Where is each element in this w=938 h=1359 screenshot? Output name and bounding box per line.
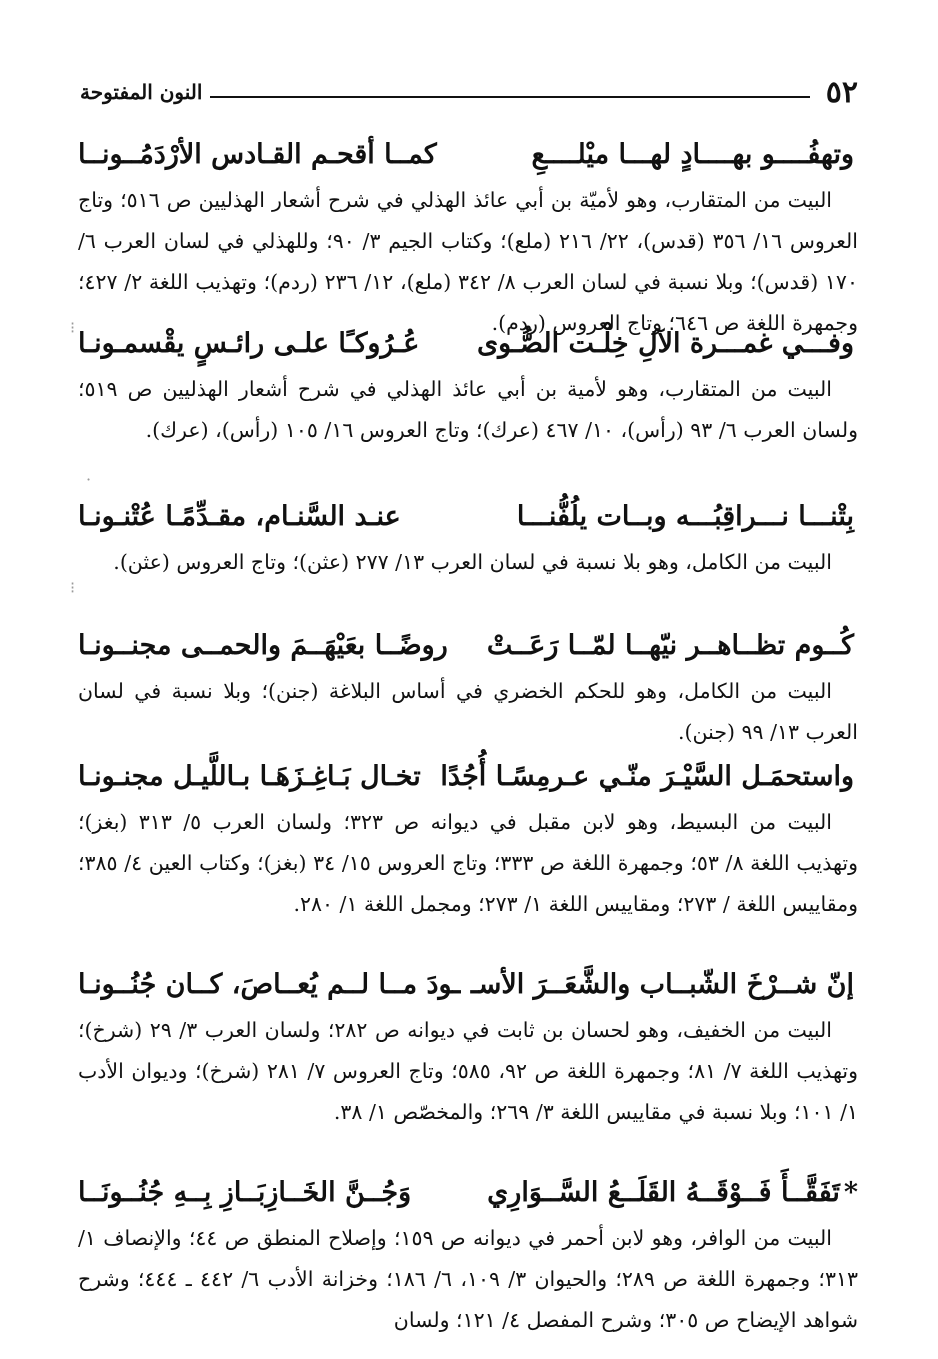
verse-line [78, 754, 858, 802]
verse-first-hemistich [440, 754, 858, 800]
verse-second-hemistich: كمــا أقحـم القـادس الأرْدَمُــونــا [78, 139, 437, 170]
verse-first-hemistich-text: إنّ شــرْخَ الشّبــاب والشَّعَــرَ الأسـ [470, 969, 854, 1000]
verse-first-hemistich-text: وتهفُــــو بهــــادٍ لهـــا ميْلــــعِ [531, 139, 854, 170]
verse-entry [78, 132, 858, 335]
running-title: النون المفتوحة [80, 80, 203, 104]
verse-entry [78, 962, 858, 1170]
margin-tick: ⁝ [70, 318, 76, 337]
verse-commentary [78, 180, 858, 344]
verse-first-hemistich-text: وفـــي غمـــرة الآلِ خِلْـت الصُّـوى [477, 328, 854, 359]
star-marker: * [843, 1177, 858, 1208]
verse-second-hemistich: وَجُــنَّ الخَــازِبَــازِ بِــهِ جُنُــونَــا [78, 1177, 412, 1208]
verse-line [78, 623, 858, 671]
verse-commentary [78, 1010, 858, 1133]
page-header [80, 74, 858, 110]
verse-first-hemistich [477, 321, 858, 367]
commentary-text: البيت من الخفيف، وهو لحسان بن ثابت في ديوانه ص ٢٨٢؛ ولسان العرب ٣/ ٢٩ (شرخ)؛ وتهذيب اللغة ٧/ ٨١؛ وجمهرة اللغة ص ٩٢، ٥٨٥؛ وتاج العروس ٧/ ٢٨١ (شرخ)؛ وديوان الأدب ١/ ١٠١؛ وبلا نسبة في مقاييس اللغة ٣/ ٢٦٩؛ والمخصّص ١/ ٣٨. [78, 1018, 858, 1124]
page-body [78, 120, 858, 1345]
verse-commentary [78, 671, 858, 753]
verse-entry [78, 1170, 858, 1345]
verse-entry [78, 321, 858, 488]
verse-line [78, 132, 858, 180]
verse-second-hemistich: تخـال بَـاغِـزَهَـا بـاللَّيـل مجنـونـا [78, 761, 421, 792]
verse-first-hemistich [487, 623, 858, 669]
verse-first-hemistich [487, 1170, 858, 1216]
commentary-text: البيت من البسيط، وهو لابن مقبل في ديوانه ص ٣٢٣؛ ولسان العرب ٥/ ٣١٣ (بغز)؛ وتهذيب اللغة ٨/ ٥٣؛ وجمهرة اللغة ص ٣٣٣؛ وتاج العروس ١٥/ ٣٤ (بغز)؛ وكتاب العين ٤/ ٣٨٥؛ ومقاييس اللغة / ٢٧٣؛ ومقاييس اللغة ١/ ٢٧٣؛ ومجمل اللغة ١/ ٢٨٠. [78, 810, 859, 916]
verse-first-hemistich [471, 962, 858, 1008]
verse-entry [78, 494, 858, 619]
verse-commentary [78, 542, 858, 583]
commentary-text: البيت من المتقارب، وهو لأمية بن أبي عائذ الهذلي في شرح أشعار الهذليين ص ٥١٩؛ ولسان العرب ٦/ ٩٣ (رأس)، ١٠/ ٤٦٧ (عرك)؛ وتاج العروس ١٦/ ١٠٥ (رأس)، (عرك). [78, 377, 858, 442]
verse-entry [78, 754, 858, 962]
verse-first-hemistich [532, 132, 858, 178]
commentary-text: البيت من الكامل، وهو للحكم الخضري في أساس البلاغة (جنن)؛ وبلا نسبة في لسان العرب ١٣/ ٩٩ (جنن). [78, 679, 858, 744]
commentary-text: البيت من الكامل، وهو بلا نسبة في لسان العرب ١٣/ ٢٧٧ (عثن)؛ وتاج العروس (عثن). [113, 550, 832, 574]
verse-line [78, 962, 858, 1010]
verse-commentary [78, 802, 858, 925]
verse-commentary [78, 369, 858, 451]
verse-entry [78, 623, 858, 748]
verse-first-hemistich-text: تَفَقَّــأَ فَــوْقَــهُ القَلَــعُ السَّــوَارِي [487, 1177, 840, 1208]
verse-second-hemistich: عُـرُوكـًا علـى رائـسٍ يقْسمـونـا [78, 328, 420, 359]
verse-line [78, 321, 858, 369]
page-number: ٥٢ [825, 74, 858, 110]
verse-commentary [78, 1218, 858, 1341]
verse-second-hemistich: عنـد السَّنـام، مقـدِّمًـا عُتْنـونـا [78, 501, 401, 532]
verse-first-hemistich-text: كُــوم تظــاهــر نيّهــا لمّــا رَعَــتْ [486, 630, 854, 661]
margin-tick: · [86, 470, 92, 489]
verse-first-hemistich [517, 494, 858, 540]
verse-first-hemistich-text: واستحمَـل السَّيْـرَ منّـي عـرمِسًـا أُجُدًا [440, 761, 854, 792]
verse-second-hemistich: روضًــا بعَيْهَــمَ والحمــى مجنــونـا [78, 630, 448, 661]
commentary-text: البيت من الوافر، وهو لابن أحمر في ديوانه ص ١٥٩؛ وإصلاح المنطق ص ٤٤؛ والإنصاف ١/ ٣١٣؛ وجمهرة اللغة ص ٢٨٩؛ والحيوان ٣/ ١٠٩، ٦/ ١٨٦؛ وخزانة الأدب ٦/ ٤٤٢ ـ ٤٤٤؛ وشرح شواهد الإيضاح ص ٣٠٥؛ وشرح المفصل ٤/ ١٢١؛ ولسان [78, 1226, 858, 1332]
header-rule [210, 96, 809, 98]
verse-first-hemistich-text: بِتْنـــا نـــراقِبُـــه وبــات يلُفُّنـــا [516, 501, 854, 532]
verse-second-hemistich: ـودَ مــا لــم يُعــاصَ، كــان جُنُــونـا [78, 969, 461, 1000]
commentary-text: البيت من المتقارب، وهو لأميّة بن أبي عائذ الهذلي في شرح أشعار الهذليين ص ٥١٦؛ وتاج العروس ١٦/ ٣٥٦ (قدس)، ٢٢/ ٢١٦ (ملع)؛ وكتاب الجيم ٣/ ٩٠؛ وللهذلي في لسان العرب ٦/ ١٧٠ (قدس)؛ وبلا نسبة في لسان العرب ٨/ ٣٤٢ (ملع)، ١٢/ ٢٣٦ (ردم)؛ وتهذيب اللغة ٢/ ٤٢٧؛ وجمهرة اللغة ص ٦٤٦؛ وتاج العروس (ردم). [78, 188, 858, 335]
verse-line [78, 494, 858, 542]
margin-tick: ⁝ [70, 578, 76, 597]
verse-line [78, 1170, 858, 1218]
